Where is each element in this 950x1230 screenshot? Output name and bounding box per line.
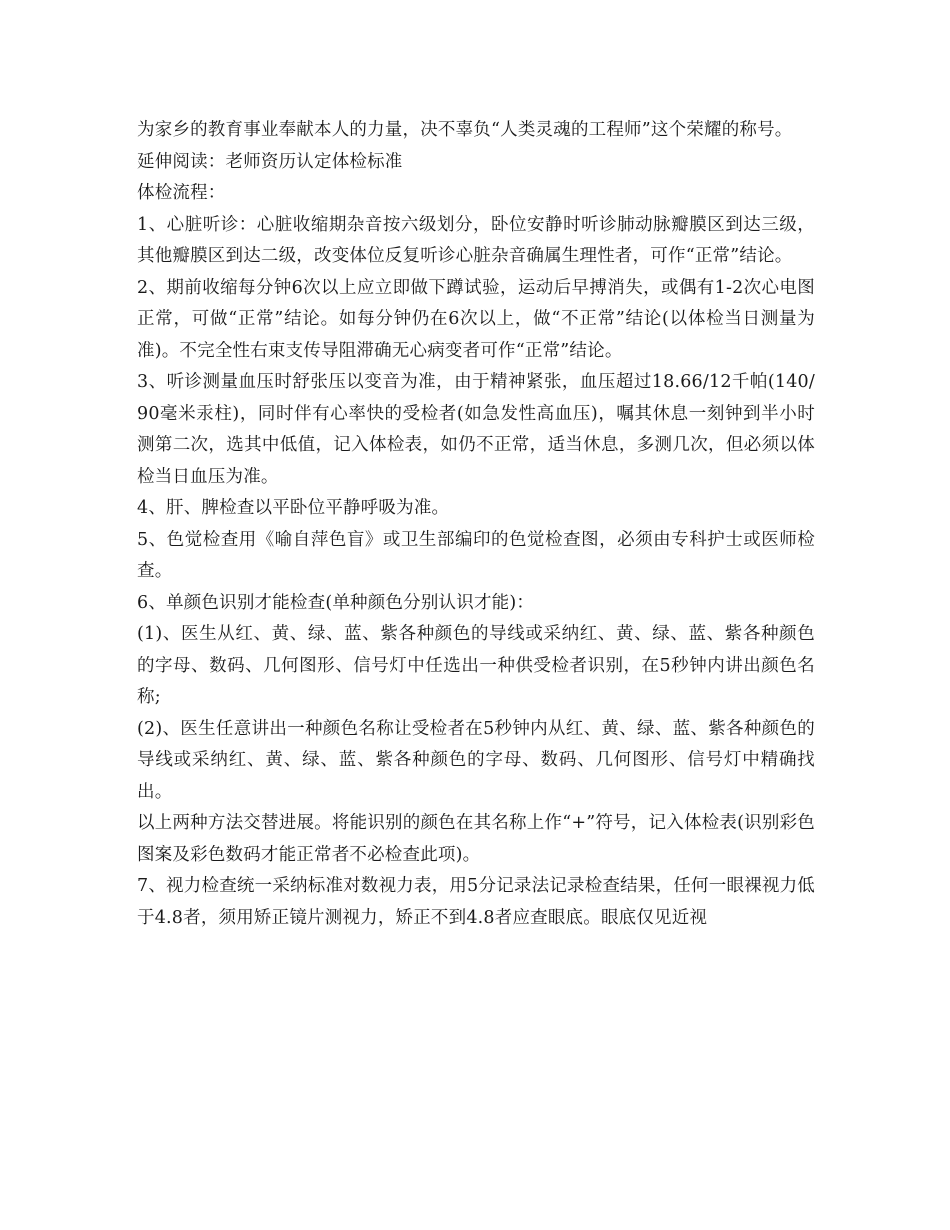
paragraph-item-7: 7、视力检查统一采纳标准对数视力表，用5分记录法记录检查结果，任何一眼裸视力低于4.8者，须用矫正镜片测视力，矫正不到4.8者应查眼底。眼底仅见近视 bbox=[137, 876, 815, 928]
paragraph-item-2: 2、期前收缩每分钟6次以上应立即做下蹲试验，运动后早搏消失，或偶有1-2次心电图正常，可做“正常”结论。如每分钟仍在6次以上，做“不正常”结论(以体检当日测量为准)。不完全性右束支传导阻滞确无心病变者可作“正常”结论。 bbox=[137, 277, 815, 361]
paragraph-item-5: 5、色觉检查用《喻自萍色盲》或卫生部编印的色觉检查图，必须由专科护士或医师检查。 bbox=[137, 529, 815, 581]
paragraph-item-6: 6、单颜色识别才能检查(单种颜色分别认识才能)： bbox=[137, 592, 535, 613]
document-body bbox=[137, 115, 815, 934]
paragraph-item-3: 3、听诊测量血压时舒张压以变音为准，由于精神紧张，血压超过18.66/12千帕(140/90毫米汞柱)，同时伴有心率快的受检者(如急发性高血压)，嘱其休息一刻钟到半小时测第二次，选其中低值，记入体检表，如仍不正常，适当休息，多测几次，但必须以体检当日血压为准。 bbox=[137, 372, 815, 487]
paragraph-item-1: 1、心脏听诊：心脏收缩期杂音按六级划分，卧位安静时听诊肺动脉瓣膜区到达三级，其他瓣膜区到达二级，改变体位反复听诊心脏杂音确属生理性者，可作“正常”结论。 bbox=[137, 214, 815, 266]
paragraph-item-6-note: 以上两种方法交替进展。将能识别的颜色在其名称上作“+”符号，记入体检表(识别彩色图案及彩色数码才能正常者不必检查此项)。 bbox=[137, 813, 815, 865]
paragraph-intro-ending: 为家乡的教育事业奉献本人的力量，决不辜负“人类灵魂的工程师”这个荣耀的称号。 bbox=[137, 120, 793, 140]
paragraph-exam-process-heading: 体检流程： bbox=[137, 183, 226, 203]
paragraph-item-6-sub-2: (2)、医生任意讲出一种颜色名称让受检者在5秒钟内从红、黄、绿、蓝、紫各种颜色的导线或采纳红、黄、绿、蓝、紫各种颜色的字母、数码、几何图形、信号灯中精确找出。 bbox=[137, 718, 815, 802]
paragraph-extended-reading: 延伸阅读：老师资历认定体检标准 bbox=[137, 151, 403, 172]
paragraph-item-6-sub-1: (1)、医生从红、黄、绿、蓝、紫各种颜色的导线或采纳红、黄、绿、蓝、紫各种颜色的字母、数码、几何图形、信号灯中任选出一种供受检者识别，在5秒钟内讲出颜色名称; bbox=[137, 624, 815, 707]
paragraph-item-4: 4、肝、脾检查以平卧位平静呼吸为准。 bbox=[137, 498, 450, 518]
